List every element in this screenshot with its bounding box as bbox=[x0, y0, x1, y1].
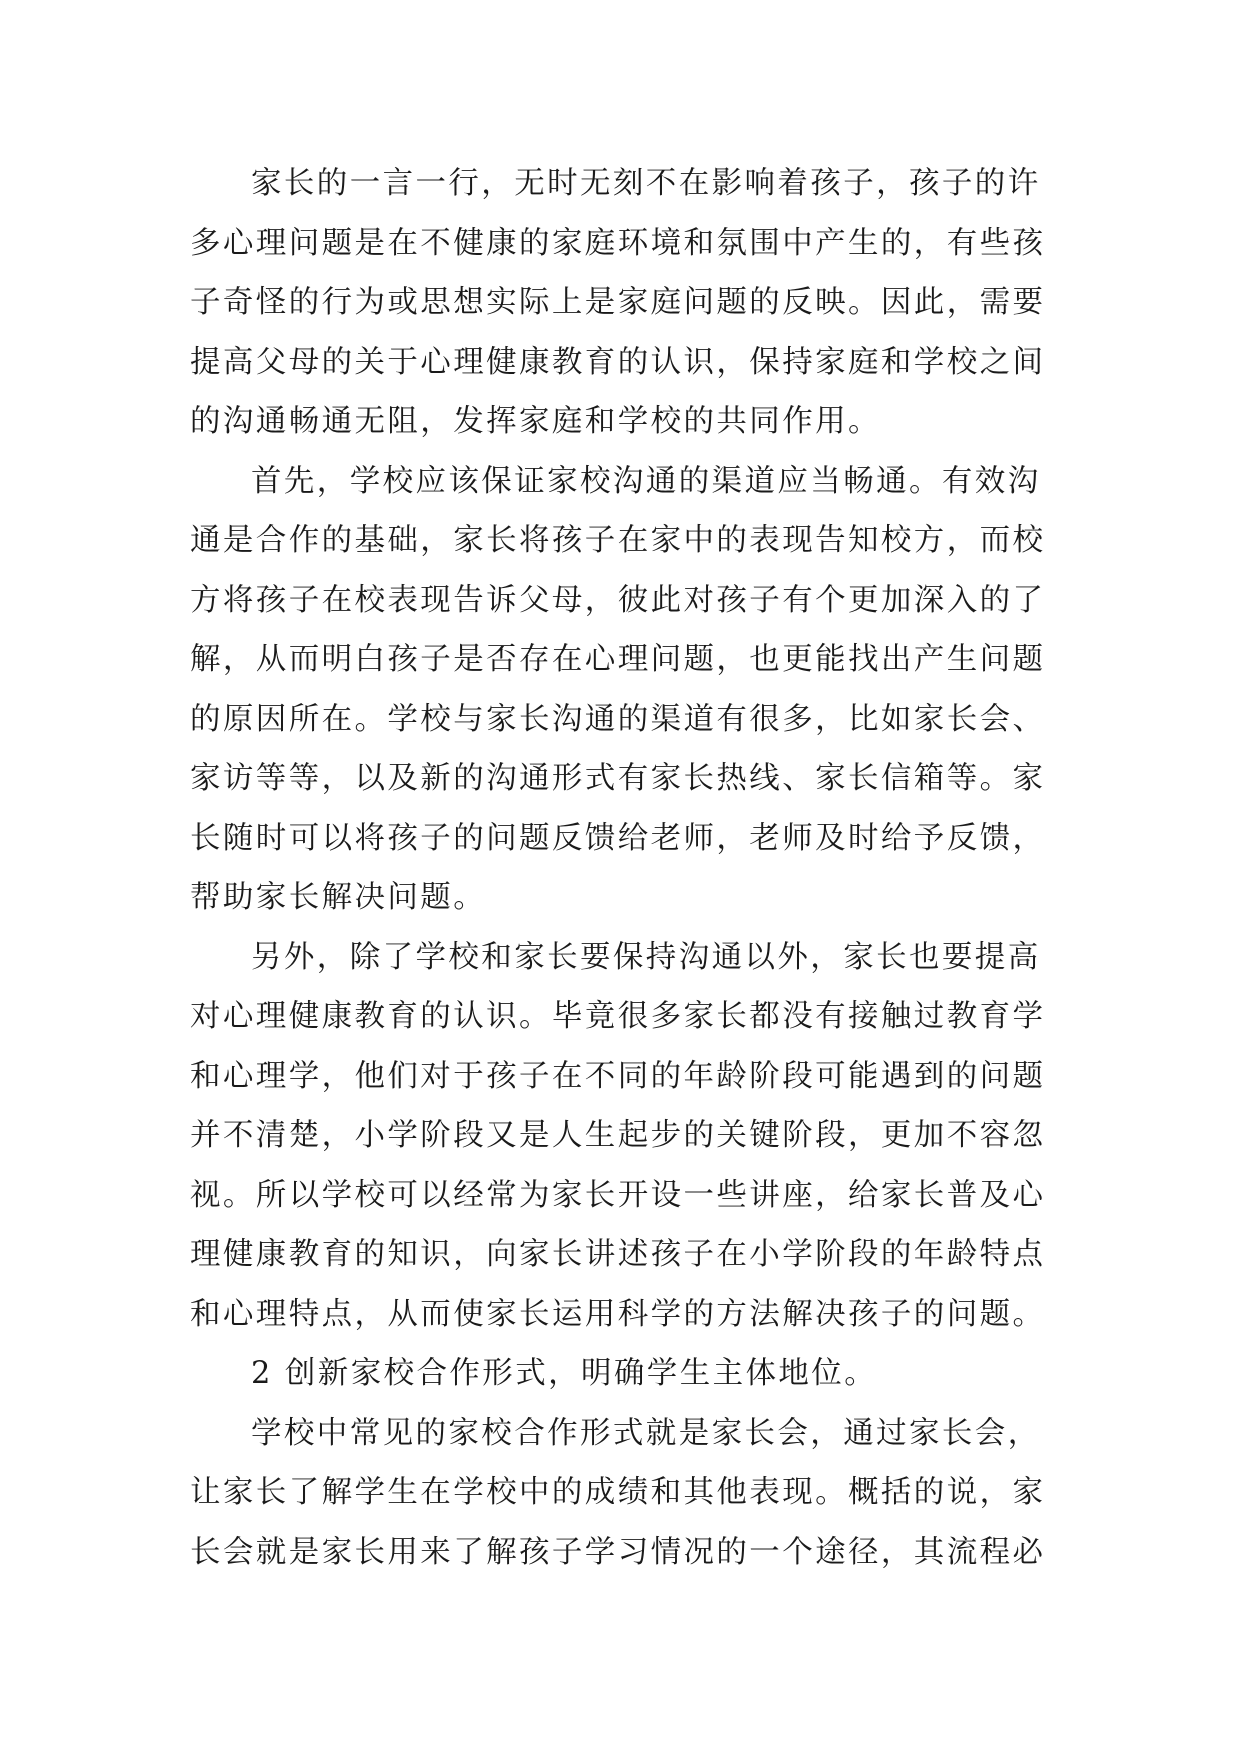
text-line: 另外，除了学校和家长要保持沟通以外，家长也要提高 bbox=[251, 939, 1041, 975]
paragraph bbox=[190, 928, 1052, 1345]
paragraph bbox=[190, 452, 1052, 928]
text-line: 方将孩子在校表现告诉父母，彼此对孩子有个更加深入的了 bbox=[190, 582, 1046, 618]
text-line: 帮助家长解决问题。 bbox=[190, 880, 487, 915]
text-line: 并不清楚，小学阶段又是人生起步的关键阶段，更加不容忽 bbox=[190, 1118, 1046, 1153]
text-line: 让家长了解学生在学校中的成绩和其他表现。概括的说，家 bbox=[190, 1475, 1046, 1510]
text-line: 学校中常见的家校合作形式就是家长会，通过家长会， bbox=[251, 1415, 1041, 1451]
text-line: 家长的一言一行，无时无刻不在影响着孩子，孩子的许 bbox=[251, 166, 1041, 201]
text-line: 和心理特点，从而使家长运用科学的方法解决孩子的问题。 bbox=[190, 1296, 1046, 1332]
text-line: 和心理学，他们对于孩子在不同的年龄阶段可能遇到的问题 bbox=[190, 1058, 1046, 1094]
text-line: 子奇怪的行为或思想实际上是家庭问题的反映。因此，需要 bbox=[190, 285, 1046, 320]
text-line: 的原因所在。学校与家长沟通的渠道有很多，比如家长会、 bbox=[190, 701, 1046, 737]
document-body bbox=[190, 154, 1052, 1582]
paragraph bbox=[190, 154, 1052, 452]
text-line: 对心理健康教育的认识。毕竟很多家长都没有接触过教育学 bbox=[190, 999, 1046, 1034]
text-line: 理健康教育的知识，向家长讲述孩子在小学阶段的年龄特点 bbox=[190, 1237, 1046, 1272]
text-line: 长随时可以将孩子的问题反馈给老师，老师及时给予反馈， bbox=[190, 820, 1046, 856]
paragraph bbox=[190, 1404, 1052, 1583]
text-line: 解，从而明白孩子是否存在心理问题，也更能找出产生问题 bbox=[190, 642, 1046, 677]
text-line: 家访等等，以及新的沟通形式有家长热线、家长信箱等。家 bbox=[190, 761, 1046, 796]
text-line: 多心理问题是在不健康的家庭环境和氛围中产生的，有些孩 bbox=[190, 225, 1046, 261]
section-heading-text: 2 创新家校合作形式，明确学生主体地位。 bbox=[251, 1356, 878, 1391]
text-line: 视。所以学校可以经常为家长开设一些讲座，给家长普及心 bbox=[190, 1177, 1046, 1213]
text-line: 首先，学校应该保证家校沟通的渠道应当畅通。有效沟 bbox=[251, 463, 1041, 499]
text-line: 长会就是家长用来了解孩子学习情况的一个途径，其流程必 bbox=[190, 1534, 1046, 1570]
text-line: 通是合作的基础，家长将孩子在家中的表现告知校方，而校 bbox=[190, 523, 1046, 558]
section-heading bbox=[190, 1344, 1052, 1404]
text-line: 的沟通畅通无阻，发挥家庭和学校的共同作用。 bbox=[190, 404, 881, 439]
text-line: 提高父母的关于心理健康教育的认识，保持家庭和学校之间 bbox=[190, 344, 1046, 380]
